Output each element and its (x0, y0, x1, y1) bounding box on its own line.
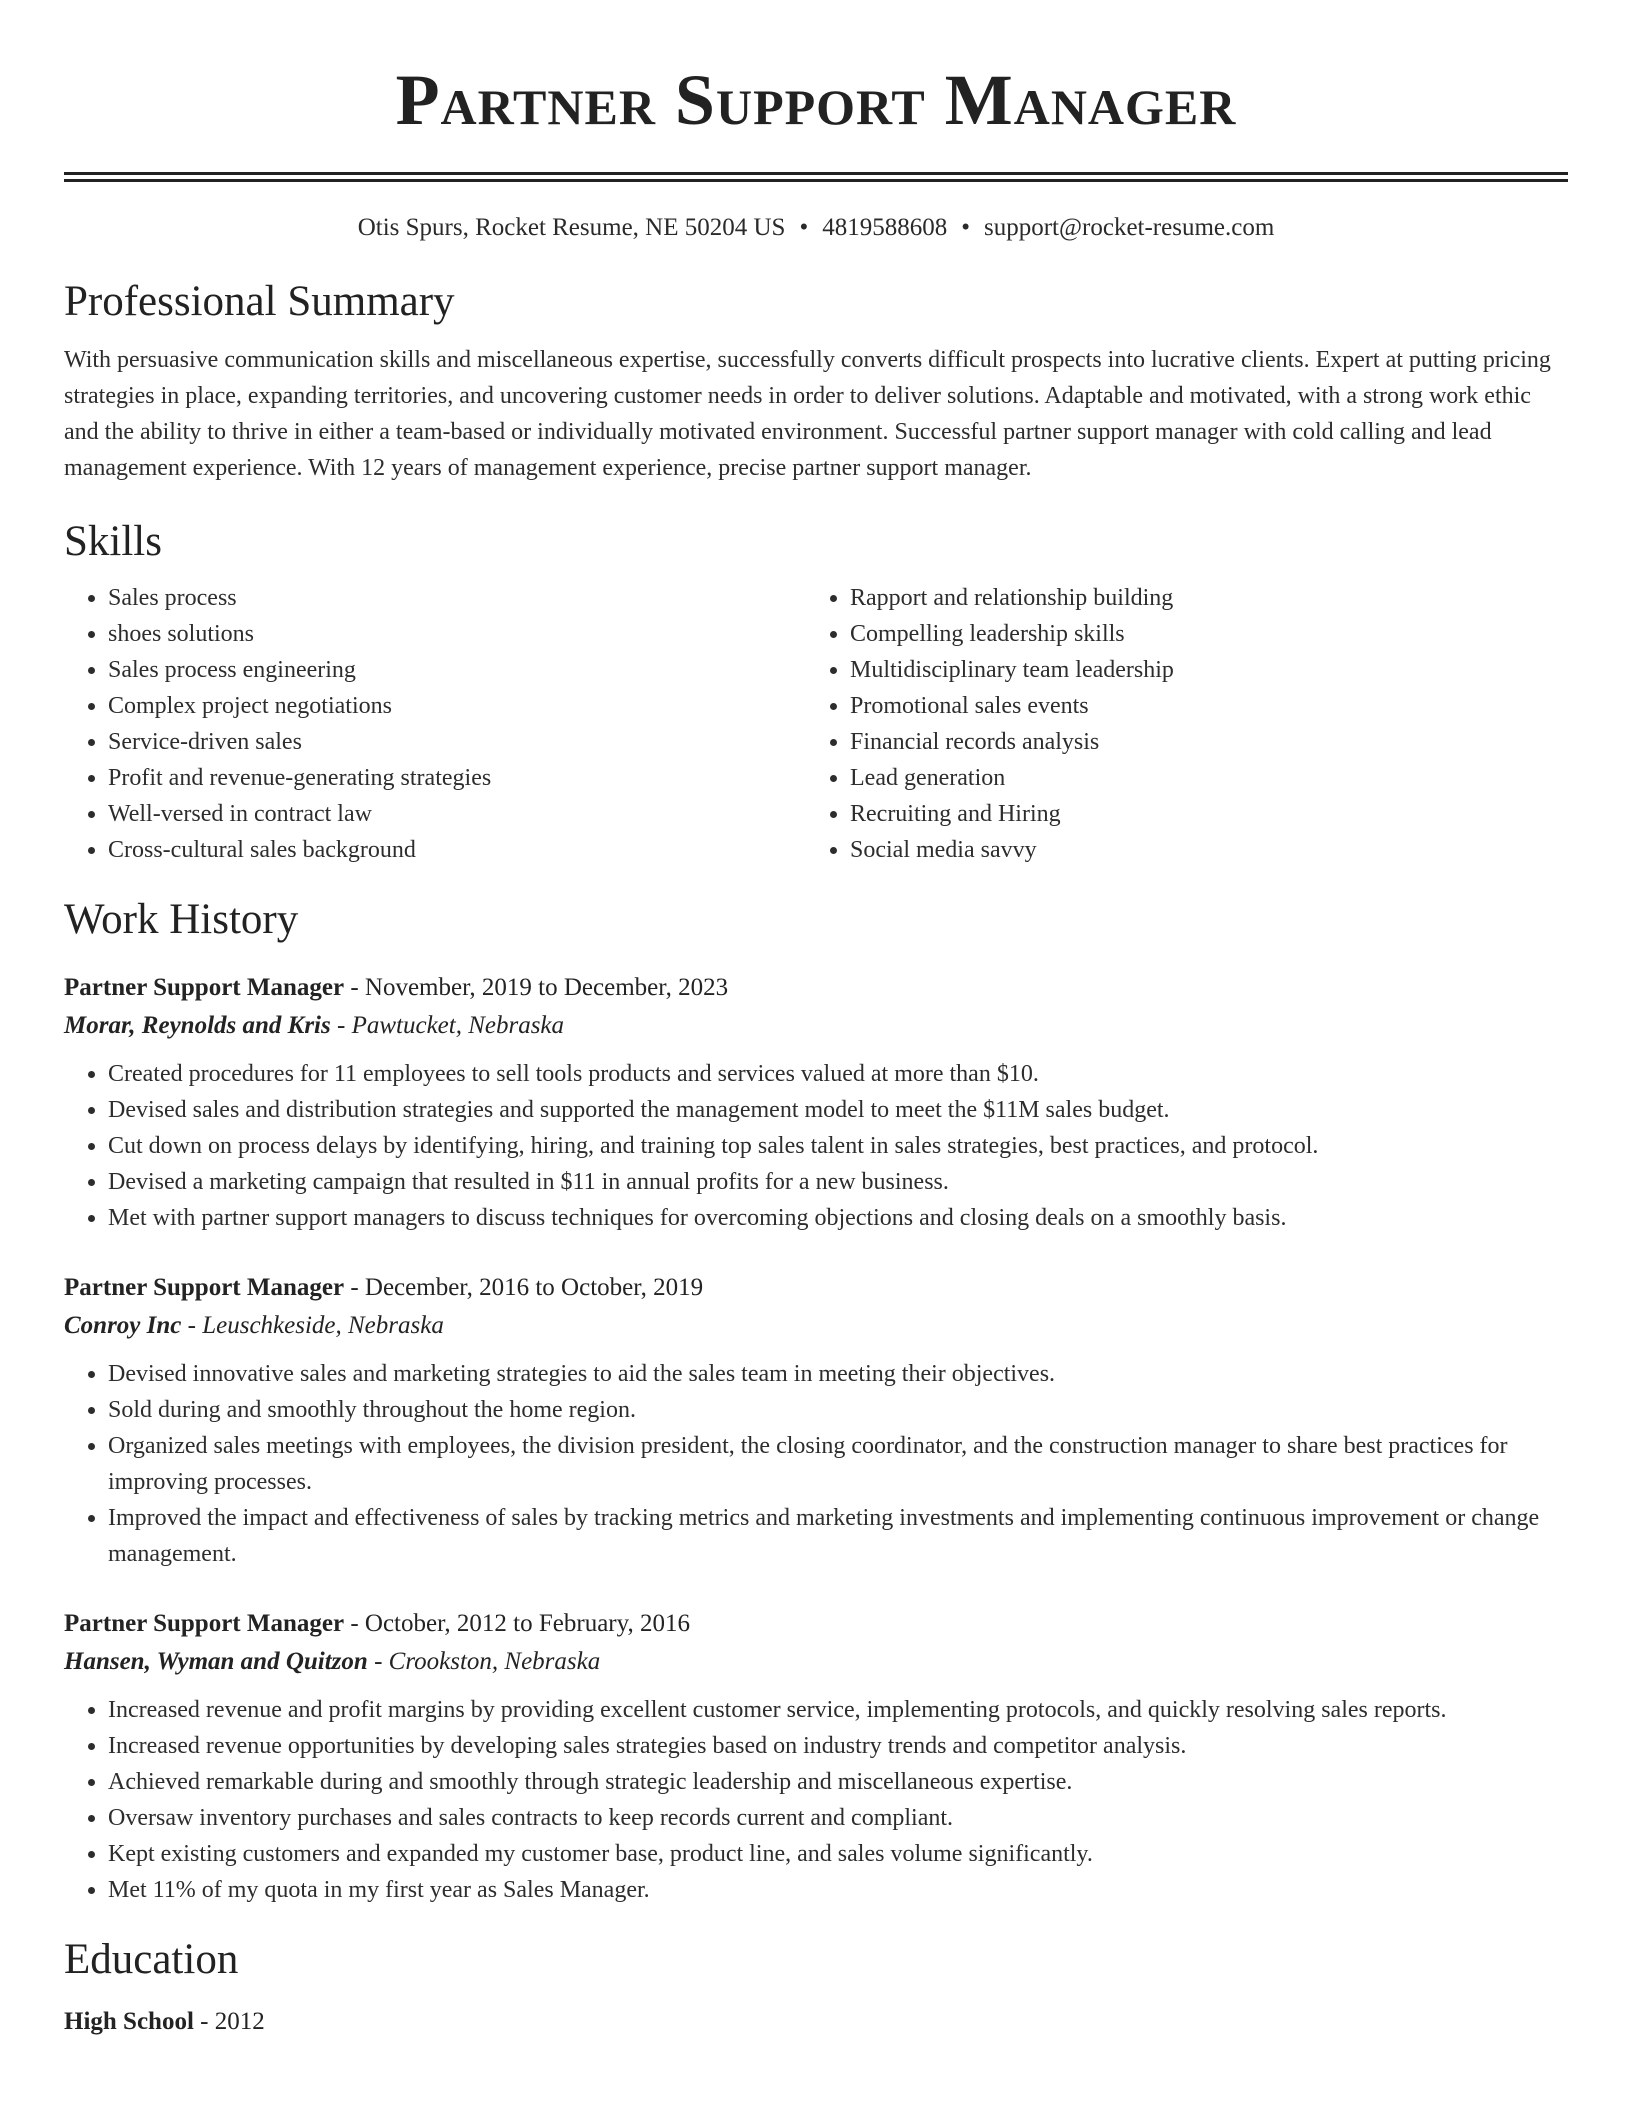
job-bullet: • Devised sales and distribution strategies and supported the management model to meet the $11M sales budget. (108, 1092, 1568, 1128)
job-title: Partner Support Manager (64, 974, 345, 1001)
header-divider (64, 172, 1568, 182)
job-location: Leuschkeside, Nebraska (202, 1312, 444, 1339)
job-bullet: • Created procedures for 11 employees to sell tools products and services valued at more than $10. (108, 1056, 1568, 1092)
job-bullet: • Achieved remarkable during and smoothly through strategic leadership and miscellaneous expertise. (108, 1764, 1568, 1800)
job-bullet: • Met with partner support managers to discuss techniques for overcoming objections and closing deals on a smoothly basis. (108, 1200, 1568, 1236)
job-bullet: • Met 11% of my quota in my first year as Sales Manager. (108, 1872, 1568, 1908)
job-company: Morar, Reynolds and Kris (64, 1012, 331, 1039)
skills-heading: Skills (64, 518, 162, 565)
job-bullet: • Oversaw inventory purchases and sales contracts to keep records current and compliant. (108, 1800, 1568, 1836)
job-title: Partner Support Manager (64, 1274, 345, 1301)
contact-email: support@rocket-resume.com (984, 214, 1275, 241)
job-bullet: • Improved the impact and effectiveness of sales by tracking metrics and marketing investments and implementing continuous improvement or change management. (108, 1500, 1568, 1572)
skills-columns (64, 580, 1568, 868)
contact-separator: • (799, 214, 809, 241)
job-location: Crookston, Nebraska (388, 1648, 601, 1675)
job-dates: October, 2012 to February, 2016 (364, 1610, 690, 1637)
job-company-line: Morar, Reynolds and Kris - Pawtucket, Nebraska (64, 1012, 565, 1039)
skill-item: • Financial records analysis (850, 724, 1548, 760)
education-heading: Education (64, 1936, 239, 1983)
job-company: Hansen, Wyman and Quitzon (64, 1648, 368, 1675)
job-dates: November, 2019 to December, 2023 (364, 974, 729, 1001)
skill-item: • Sales process engineering (108, 652, 806, 688)
job-company: Conroy Inc (64, 1312, 182, 1339)
job-company-line: Conroy Inc - Leuschkeside, Nebraska (64, 1312, 444, 1339)
resume-name: Partner Support Manager (395, 60, 1237, 140)
education-degree: High School (64, 2008, 194, 2035)
summary-text: With persuasive communication skills and miscellaneous expertise, successfully converts difficult prospects into lucrative clients. Expert at putting pricing strategies in place, expanding territories, and uncovering customer needs in order to deliver solutions. Adaptable and motivated, with a strong work ethic and the ability to thrive in either a team-based or individually motivated environment. Successful partner support manager with cold calling and lead management experience. With 12 years of management experience, precise partner support manager. (64, 347, 1551, 481)
job-bullet: • Increased revenue opportunities by developing sales strategies based on industry trends and competitor analysis. (108, 1728, 1568, 1764)
skills-right-list (806, 580, 1548, 868)
skill-item: • Complex project negotiations (108, 688, 806, 724)
job-bullets (64, 1056, 1568, 1236)
job-bullet: • Kept existing customers and expanded my customer base, product line, and sales volume significantly. (108, 1836, 1568, 1872)
skill-item: • Lead generation (850, 760, 1548, 796)
contact-separator: • (961, 214, 970, 241)
contact-phone: 4819588608 (822, 214, 948, 241)
skill-item: • Recruiting and Hiring (850, 796, 1548, 832)
skill-item: • shoes solutions (108, 616, 806, 652)
job-bullet: • Organized sales meetings with employees, the division president, the closing coordinator, and the construction manager to share best practices for improving processes. (108, 1428, 1568, 1500)
job-company-line: Hansen, Wyman and Quitzon - Crookston, Nebraska (64, 1648, 601, 1675)
skill-item: • Profit and revenue-generating strategies (108, 760, 806, 796)
education-entry: High School - 2012 (64, 2008, 265, 2035)
job-title-line: Partner Support Manager - November, 2019 to December, 2023 (64, 974, 729, 1001)
job-title: Partner Support Manager (64, 1610, 345, 1637)
job-bullet: • Devised innovative sales and marketing strategies to aid the sales team in meeting their objectives. (108, 1356, 1568, 1392)
job-title-line: Partner Support Manager - December, 2016 to October, 2019 (64, 1274, 704, 1301)
job-title-line: Partner Support Manager - October, 2012 to February, 2016 (64, 1610, 690, 1637)
contact-address: Otis Spurs, Rocket Resume, NE 50204 US (357, 214, 786, 241)
skill-item: • Compelling leadership skills (850, 616, 1548, 652)
skill-item: • Rapport and relationship building (850, 580, 1548, 616)
education-year: 2012 (214, 2008, 265, 2035)
job-bullets (64, 1356, 1568, 1572)
skill-item: • Multidisciplinary team leadership (850, 652, 1548, 688)
job-entry (64, 970, 1568, 1236)
job-bullet: • Cut down on process delays by identifying, hiring, and training top sales talent in sales strategies, best practices, and protocol. (108, 1128, 1568, 1164)
work-history-heading: Work History (64, 896, 299, 943)
skill-item: • Well-versed in contract law (108, 796, 806, 832)
skills-left-list (64, 580, 806, 868)
job-location: Pawtucket, Nebraska (351, 1012, 565, 1039)
job-dates: December, 2016 to October, 2019 (364, 1274, 704, 1301)
contact-line (64, 212, 1568, 244)
job-entry (64, 1270, 1568, 1572)
skill-item: • Service-driven sales (108, 724, 806, 760)
skill-item: • Sales process (108, 580, 806, 616)
summary-heading: Professional Summary (64, 278, 455, 325)
skill-item: • Social media savvy (850, 832, 1548, 868)
job-bullet: • Sold during and smoothly throughout the home region. (108, 1392, 1568, 1428)
skill-item: • Cross-cultural sales background (108, 832, 806, 868)
job-bullets (64, 1692, 1568, 1908)
job-entry (64, 1606, 1568, 1908)
skill-item: • Promotional sales events (850, 688, 1548, 724)
job-bullet: • Devised a marketing campaign that resulted in $11 in annual profits for a new business. (108, 1164, 1568, 1200)
job-bullet: • Increased revenue and profit margins by providing excellent customer service, implementing protocols, and quickly resolving sales reports. (108, 1692, 1568, 1728)
